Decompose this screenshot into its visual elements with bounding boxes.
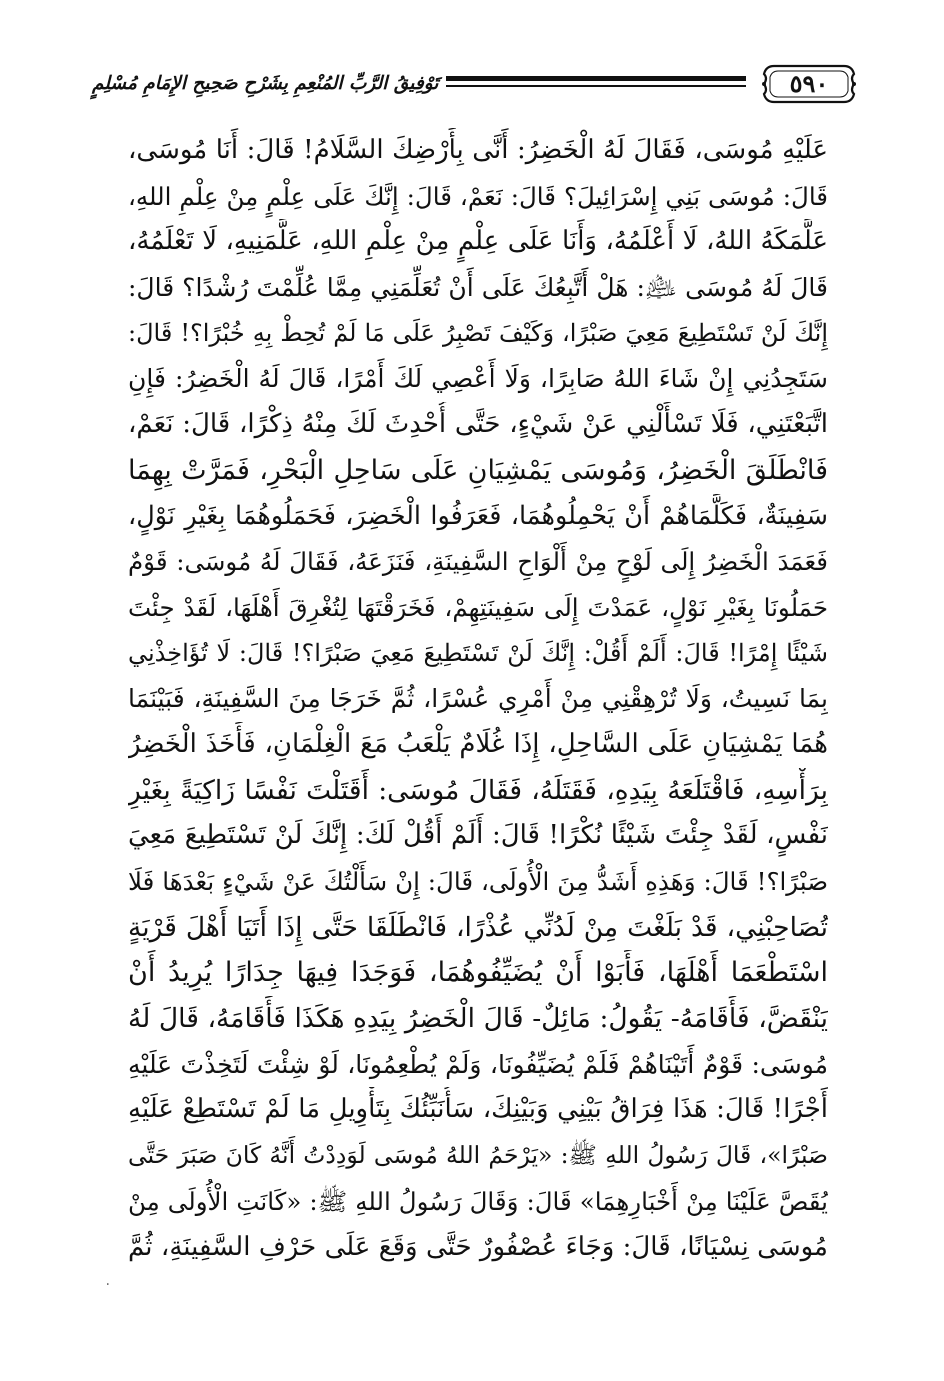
text-line: أَجْرًا! قَالَ: هَذَا فِرَاقُ بَيْنِي وَبَيْنِكَ، سَأُنَبِّئُكَ بِتَأْوِيلِ مَا لَمْ تَسْتَطِعْ عَلَيْهِ	[128, 1094, 828, 1125]
text-line: فَعَمَدَ الْخَضِرُ إِلَى لَوْحٍ مِنْ أَلْوَاحِ السَّفِينَةِ، فَنَزَعَهُ، فَقَالَ لَهُ مُوسَى: قَوْمٌ	[128, 547, 828, 577]
header-rule-thick	[446, 76, 746, 81]
text-line: يُقَصَّ عَلَيْنَا مِنْ أَخْبَارِهِمَا» قَالَ: وَقَالَ رَسُولُ اللهِ ﷺ: «كَانَتِ الْأُولَى مِنْ	[128, 1186, 828, 1216]
text-line: نَفْسٍ، لَقَدْ جِئْتَ شَيْئًا نُكْرًا! قَالَ: أَلَمْ أَقُلْ لَكَ: إِنَّكَ لَنْ تَسْتَطِيعَ مَعِيَ	[128, 820, 828, 851]
text-line: تُصَاحِبْنِي، قَدْ بَلَغْتَ مِنْ لَدُنِّي عُذْرًا، فَانْطَلَقَا حَتَّى إِذَا أَتَيَا أَهْلَ قَرْيَةٍ	[128, 911, 828, 943]
text-line: اتَّبَعْتَنِي، فَلَا تَسْأَلْنِي عَنْ شَيْءٍ، حَتَّى أُحْدِثَ لَكَ مِنْهُ ذِكْرًا، قَالَ: نَعَمْ،	[128, 409, 828, 440]
page-number: ٥٩٠	[789, 69, 829, 98]
text-line: سَتَجِدُنِي إِنْ شَاءَ اللهُ صَابِرًا، وَلَا أَعْصِي لَكَ أَمْرًا، قَالَ لَهُ الْخَضِرُ: فَإِنِ	[128, 364, 828, 394]
text-line: صَبْرًا؟! قَالَ: وَهَذِهِ أَشَدُّ مِنَ الْأُولَى، قَالَ: إِنْ سَأَلْتُكَ عَنْ شَيْءٍ بَعْدَهَا فَلَا	[128, 867, 828, 896]
text-line: إِنَّكَ لَنْ تَسْتَطِيعَ مَعِيَ صَبْرًا، وَكَيْفَ تَصْبِرُ عَلَى مَا لَمْ تُحِطْ بِهِ خُبْرًا؟! قَالَ:	[128, 318, 828, 347]
margin-mark: ٠	[104, 1276, 112, 1292]
text-line: شَيْئًا إِمْرًا! قَالَ: أَلَمْ أَقُلْ: إِنَّكَ لَنْ تَسْتَطِيعَ مَعِيَ صَبْرًا؟! قَالَ: لَا تُؤَاخِذْنِي	[128, 638, 828, 667]
text-line: سَفِينَةٌ، فَكَلَّمَاهُمْ أَنْ يَحْمِلُوهُمَا، فَعَرَفُوا الْخَضِرَ، فَحَمَلُوهُمَا بِغَيْرِ نَوْلٍ،	[128, 500, 828, 531]
page-header	[92, 54, 858, 116]
text-line: قَالَ: مُوسَى بَنِي إِسْرَائِيلَ؟ قَالَ: نَعَمْ، قَالَ: إِنَّكَ عَلَى عِلْمٍ مِنْ عِلْمِ اللهِ،	[128, 181, 828, 211]
page-number-badge	[760, 60, 858, 108]
text-line: عَلَيْهِ مُوسَى، فَقَالَ لَهُ الْخَضِرُ: أَنَّى بِأَرْضِكَ السَّلَامُ! قَالَ: أَنَا مُوسَى،	[128, 135, 828, 165]
text-line: عَلَّمَكَهُ اللهُ، لَا أَعْلَمُهُ، وَأَنَا عَلَى عِلْمٍ مِنْ عِلْمِ اللهِ، عَلَّمَنِيهِ، لَا تَعْلَمُهُ،	[128, 226, 828, 257]
text-line: اسْتَطْعَمَا أَهْلَهَا، فَأَبَوْا أَنْ يُضَيِّفُوهُمَا، فَوَجَدَا فِيهَا جِدَارًا يُرِيدُ أَنْ	[128, 957, 828, 989]
book-title: تَوْفِيقُ الرَّبِّ المُنْعِمِ بِشَرْحِ صَحِيحِ الإِمَامِ مُسْلِمٍ	[92, 73, 439, 94]
text-line: صَبْرًا»، قَالَ رَسُولُ اللهِ ﷺ: «يَرْحَمُ اللهُ مُوسَى لَوَدِدْتُ أَنَّهُ كَانَ صَبَرَ حَتَّى	[128, 1141, 828, 1170]
text-line: حَمَلُونَا بِغَيْرِ نَوْلٍ، عَمَدْتَ إِلَى سَفِينَتِهِمْ، فَخَرَقْتَهَا لِتُغْرِقَ أَهْلَهَا، لَقَدْ جِئْتَ	[128, 592, 828, 622]
body-text	[128, 128, 828, 1270]
header-rule	[446, 76, 746, 92]
text-line: فَانْطَلَقَ الْخَضِرُ، وَمُوسَى يَمْشِيَانِ عَلَى سَاحِلِ الْبَحْرِ، فَمَرَّتْ بِهِمَا	[128, 454, 828, 486]
text-line: مُوسَى نِسْيَانًا، قَالَ: وَجَاءَ عُصْفُورٌ حَتَّى وَقَعَ عَلَى حَرْفِ السَّفِينَةِ، ثُمَّ	[128, 1231, 828, 1262]
text-line: بِمَا نَسِيتُ، وَلَا تُرْهِقْنِي مِنْ أَمْرِي عُسْرًا، ثُمَّ خَرَجَا مِنَ السَّفِينَةِ، فَبَيْنَمَا	[128, 684, 828, 714]
text-line: يَنْقَضَّ، فَأَقَامَهُ- يَقُولُ: مَائِلٌ- قَالَ الْخَضِرُ بِيَدِهِ هَكَذَا فَأَقَامَهُ، قَالَ لَهُ	[128, 1003, 828, 1035]
text-line: بِرَأْسِهِ، فَاقْتَلَعَهُ بِيَدِهِ، فَقَتَلَهُ، فَقَالَ مُوسَى: أَقَتَلْتَ نَفْسًا زَاكِيَةً بِغَيْرِ	[128, 774, 828, 806]
text-line: مُوسَى: قَوْمٌ أَتَيْنَاهُمْ فَلَمْ يُضَيِّفُونَا، وَلَمْ يُطْعِمُونَا، لَوْ شِئْتَ لَتَخِذْتَ عَلَيْهِ	[128, 1049, 828, 1079]
header-rule-thin	[446, 85, 746, 87]
text-line: هُمَا يَمْشِيَانِ عَلَى السَّاحِلِ، إِذَا غُلَامٌ يَلْعَبُ مَعَ الْغِلْمَانِ، فَأَخَذَ الْخَضِرُ	[128, 728, 828, 759]
text-line: قَالَ لَهُ مُوسَى ﵇: هَلْ أَتَّبِعُكَ عَلَى أَنْ تُعَلِّمَنِي مِمَّا عُلِّمْتَ رُشْدًا؟ قَالَ:	[128, 273, 828, 303]
